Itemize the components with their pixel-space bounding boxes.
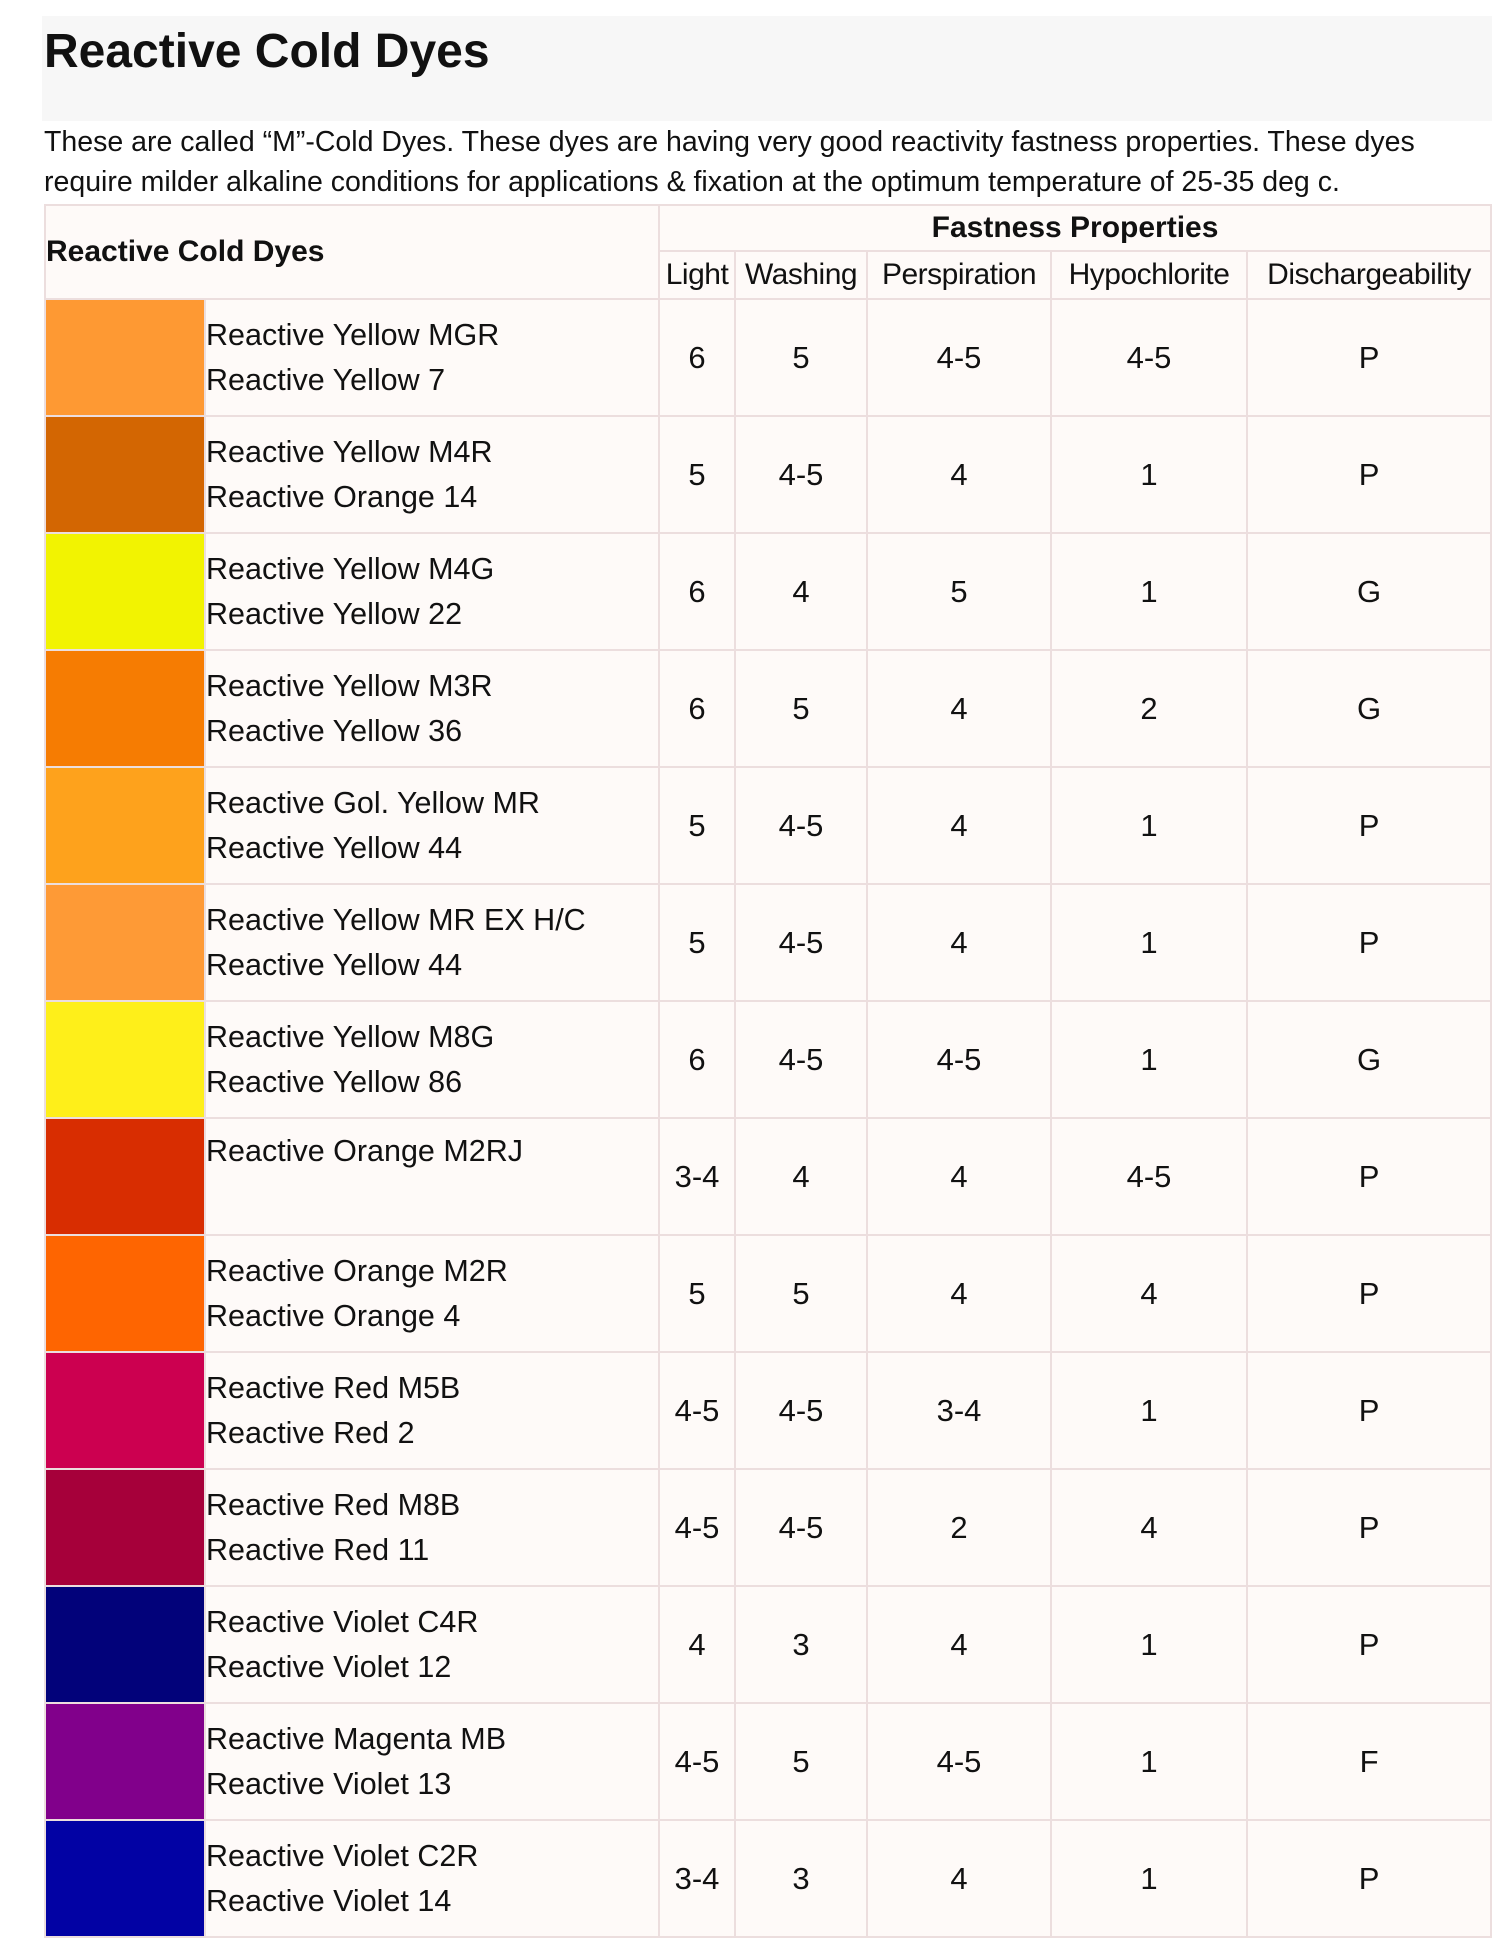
table-row — [45, 1820, 1491, 1937]
light-value: 4-5 — [659, 1352, 735, 1469]
dye-name-cell — [205, 1586, 659, 1703]
dye-color-index-name: Reactive Violet 14 — [206, 1883, 452, 1918]
washing-value: 5 — [735, 1235, 867, 1352]
dye-name-cell — [205, 650, 659, 767]
light-value: 4-5 — [659, 1469, 735, 1586]
dyes-table — [44, 204, 1492, 1938]
perspiration-value: 4 — [867, 1820, 1051, 1937]
dye-color-index-name: Reactive Violet 13 — [206, 1766, 452, 1801]
color-swatch — [46, 651, 204, 766]
hypochlorite-value: 4-5 — [1051, 1118, 1247, 1235]
dischargeability-value: P — [1247, 1352, 1491, 1469]
light-value: 5 — [659, 416, 735, 533]
dye-color-index-name: Reactive Red 11 — [206, 1532, 430, 1567]
dye-name-cell — [205, 1001, 659, 1118]
washing-value: 5 — [735, 650, 867, 767]
color-swatch-cell — [45, 1469, 205, 1586]
hypochlorite-value: 1 — [1051, 884, 1247, 1001]
color-swatch — [46, 417, 204, 532]
dye-name-cell — [205, 1820, 659, 1937]
dye-trade-name: Reactive Yellow M8G — [206, 1019, 495, 1054]
dye-trade-name: Reactive Yellow M3R — [206, 668, 493, 703]
dischargeability-value: G — [1247, 533, 1491, 650]
dye-trade-name: Reactive Magenta MB — [206, 1721, 507, 1756]
hypochlorite-value: 1 — [1051, 1820, 1247, 1937]
table-row — [45, 1469, 1491, 1586]
table-row — [45, 884, 1491, 1001]
color-swatch — [46, 1353, 204, 1468]
color-swatch — [46, 1002, 204, 1117]
table-row — [45, 1235, 1491, 1352]
table-row — [45, 299, 1491, 416]
color-swatch — [46, 885, 204, 1000]
fastness-properties-header: Fastness Properties — [659, 205, 1491, 251]
hypochlorite-value: 1 — [1051, 1586, 1247, 1703]
light-value: 6 — [659, 650, 735, 767]
dischargeability-value: P — [1247, 767, 1491, 884]
light-value: 6 — [659, 299, 735, 416]
dischargeability-value: P — [1247, 299, 1491, 416]
dye-color-index-name: Reactive Orange 4 — [206, 1298, 461, 1333]
table-row — [45, 767, 1491, 884]
dye-color-index-name: Reactive Yellow 7 — [206, 362, 446, 397]
hypochlorite-value: 4 — [1051, 1235, 1247, 1352]
page-title: Reactive Cold Dyes — [44, 25, 490, 78]
perspiration-value: 4 — [867, 650, 1051, 767]
hypochlorite-value: 1 — [1051, 1001, 1247, 1118]
washing-value: 4-5 — [735, 1469, 867, 1586]
perspiration-value: 4 — [867, 1118, 1051, 1235]
perspiration-value: 2 — [867, 1469, 1051, 1586]
color-swatch — [46, 1236, 204, 1351]
col-header-dischargeability: Dischargeability — [1247, 251, 1491, 299]
table-row — [45, 1001, 1491, 1118]
washing-value: 4-5 — [735, 1001, 867, 1118]
dye-color-index-name: Reactive Yellow 44 — [206, 830, 463, 865]
dye-name-cell — [205, 299, 659, 416]
dischargeability-value: P — [1247, 1586, 1491, 1703]
washing-value: 4-5 — [735, 416, 867, 533]
dye-trade-name: Reactive Violet C2R — [206, 1838, 479, 1873]
color-swatch-cell — [45, 1001, 205, 1118]
dye-trade-name: Reactive Orange M2RJ — [206, 1134, 523, 1168]
color-swatch-cell — [45, 1703, 205, 1820]
color-swatch — [46, 1704, 204, 1819]
dye-name-cell — [205, 1235, 659, 1352]
perspiration-value: 5 — [867, 533, 1051, 650]
color-swatch-cell — [45, 1235, 205, 1352]
color-swatch-cell — [45, 1820, 205, 1937]
hypochlorite-value: 1 — [1051, 533, 1247, 650]
dye-trade-name: Reactive Red M5B — [206, 1370, 461, 1405]
color-swatch — [46, 300, 204, 415]
perspiration-value: 4-5 — [867, 1703, 1051, 1820]
perspiration-value: 4-5 — [867, 299, 1051, 416]
washing-value: 5 — [735, 1703, 867, 1820]
table-row — [45, 1118, 1491, 1235]
light-value: 6 — [659, 533, 735, 650]
color-swatch — [46, 534, 204, 649]
perspiration-value: 4 — [867, 1586, 1051, 1703]
dye-name-cell — [205, 1352, 659, 1469]
washing-value: 4-5 — [735, 1352, 867, 1469]
washing-value: 4-5 — [735, 884, 867, 1001]
dye-color-index-name: Reactive Red 2 — [206, 1415, 415, 1450]
dye-name-cell — [205, 416, 659, 533]
dye-color-index-name: Reactive Violet 12 — [206, 1649, 452, 1684]
dye-color-index-name: Reactive Yellow 36 — [206, 713, 463, 748]
hypochlorite-value: 1 — [1051, 767, 1247, 884]
hypochlorite-value: 1 — [1051, 1703, 1247, 1820]
washing-value: 4 — [735, 533, 867, 650]
table-row — [45, 650, 1491, 767]
light-value: 5 — [659, 884, 735, 1001]
dischargeability-value: P — [1247, 1235, 1491, 1352]
color-swatch-cell — [45, 650, 205, 767]
table-row — [45, 533, 1491, 650]
col-header-hypochlorite: Hypochlorite — [1051, 251, 1247, 299]
dye-trade-name: Reactive Red M8B — [206, 1487, 461, 1522]
dye-name-cell — [205, 1469, 659, 1586]
dye-name-cell — [205, 1703, 659, 1820]
perspiration-value: 3-4 — [867, 1352, 1051, 1469]
table-row — [45, 1703, 1491, 1820]
col-header-washing: Washing — [735, 251, 867, 299]
dischargeability-value: F — [1247, 1703, 1491, 1820]
washing-value: 4 — [735, 1118, 867, 1235]
hypochlorite-value: 1 — [1051, 1352, 1247, 1469]
light-value: 5 — [659, 767, 735, 884]
dye-trade-name: Reactive Gol. Yellow MR — [206, 785, 540, 820]
color-swatch-cell — [45, 1352, 205, 1469]
washing-value: 5 — [735, 299, 867, 416]
light-value: 4-5 — [659, 1703, 735, 1820]
color-swatch-cell — [45, 1118, 205, 1235]
perspiration-value: 4 — [867, 1235, 1051, 1352]
dye-trade-name: Reactive Yellow M4R — [206, 434, 493, 469]
perspiration-value: 4-5 — [867, 1001, 1051, 1118]
color-swatch — [46, 768, 204, 883]
perspiration-value: 4 — [867, 884, 1051, 1001]
hypochlorite-value: 4 — [1051, 1469, 1247, 1586]
dye-color-index-name: Reactive Yellow 22 — [206, 596, 463, 631]
color-swatch-cell — [45, 299, 205, 416]
light-value: 5 — [659, 1235, 735, 1352]
hypochlorite-value: 2 — [1051, 650, 1247, 767]
dischargeability-value: G — [1247, 650, 1491, 767]
dye-color-index-name: Reactive Yellow 86 — [206, 1064, 463, 1099]
light-value: 6 — [659, 1001, 735, 1118]
color-swatch-cell — [45, 1586, 205, 1703]
color-swatch — [46, 1470, 204, 1585]
washing-value: 3 — [735, 1586, 867, 1703]
dischargeability-value: P — [1247, 416, 1491, 533]
dischargeability-value: G — [1247, 1001, 1491, 1118]
light-value: 4 — [659, 1586, 735, 1703]
dischargeability-value: P — [1247, 1118, 1491, 1235]
light-value: 3-4 — [659, 1820, 735, 1937]
dischargeability-value: P — [1247, 884, 1491, 1001]
dye-trade-name: Reactive Orange M2R — [206, 1253, 508, 1288]
hypochlorite-value: 4-5 — [1051, 299, 1247, 416]
dye-trade-name: Reactive Yellow MR EX H/C — [206, 902, 586, 937]
dye-trade-name: Reactive Violet C4R — [206, 1604, 479, 1639]
color-swatch — [46, 1119, 204, 1234]
dischargeability-value: P — [1247, 1820, 1491, 1937]
dye-trade-name: Reactive Yellow MGR — [206, 317, 500, 352]
dye-name-cell — [205, 884, 659, 1001]
col-header-perspiration: Perspiration — [867, 251, 1051, 299]
dye-color-index-name: Reactive Yellow 44 — [206, 947, 463, 982]
intro-paragraph: These are called “M”-Cold Dyes. These dyes are having very good reactivity fastness properties. These dyes require milder alkaline conditions for applications & fixation at the optimum temperature of 25-35 deg c. — [44, 126, 1415, 198]
washing-value: 4-5 — [735, 767, 867, 884]
dye-trade-name: Reactive Yellow M4G — [206, 551, 495, 586]
col-header-light: Light — [659, 251, 735, 299]
header-row-group — [45, 205, 1491, 251]
color-swatch — [46, 1587, 204, 1702]
color-swatch — [46, 1821, 204, 1936]
perspiration-value: 4 — [867, 767, 1051, 884]
dye-rows — [45, 299, 1491, 1937]
dye-name-header: Reactive Cold Dyes — [45, 205, 659, 299]
color-swatch-cell — [45, 767, 205, 884]
perspiration-value: 4 — [867, 416, 1051, 533]
hypochlorite-value: 1 — [1051, 416, 1247, 533]
table-row — [45, 416, 1491, 533]
dye-color-index-name: Reactive Orange 14 — [206, 479, 478, 514]
color-swatch-cell — [45, 884, 205, 1001]
color-swatch-cell — [45, 416, 205, 533]
washing-value: 3 — [735, 1820, 867, 1937]
table-row — [45, 1352, 1491, 1469]
table-row — [45, 1586, 1491, 1703]
dye-name-cell — [205, 1118, 659, 1235]
dye-name-cell — [205, 533, 659, 650]
light-value: 3-4 — [659, 1118, 735, 1235]
dye-name-cell — [205, 767, 659, 884]
color-swatch-cell — [45, 533, 205, 650]
dischargeability-value: P — [1247, 1469, 1491, 1586]
